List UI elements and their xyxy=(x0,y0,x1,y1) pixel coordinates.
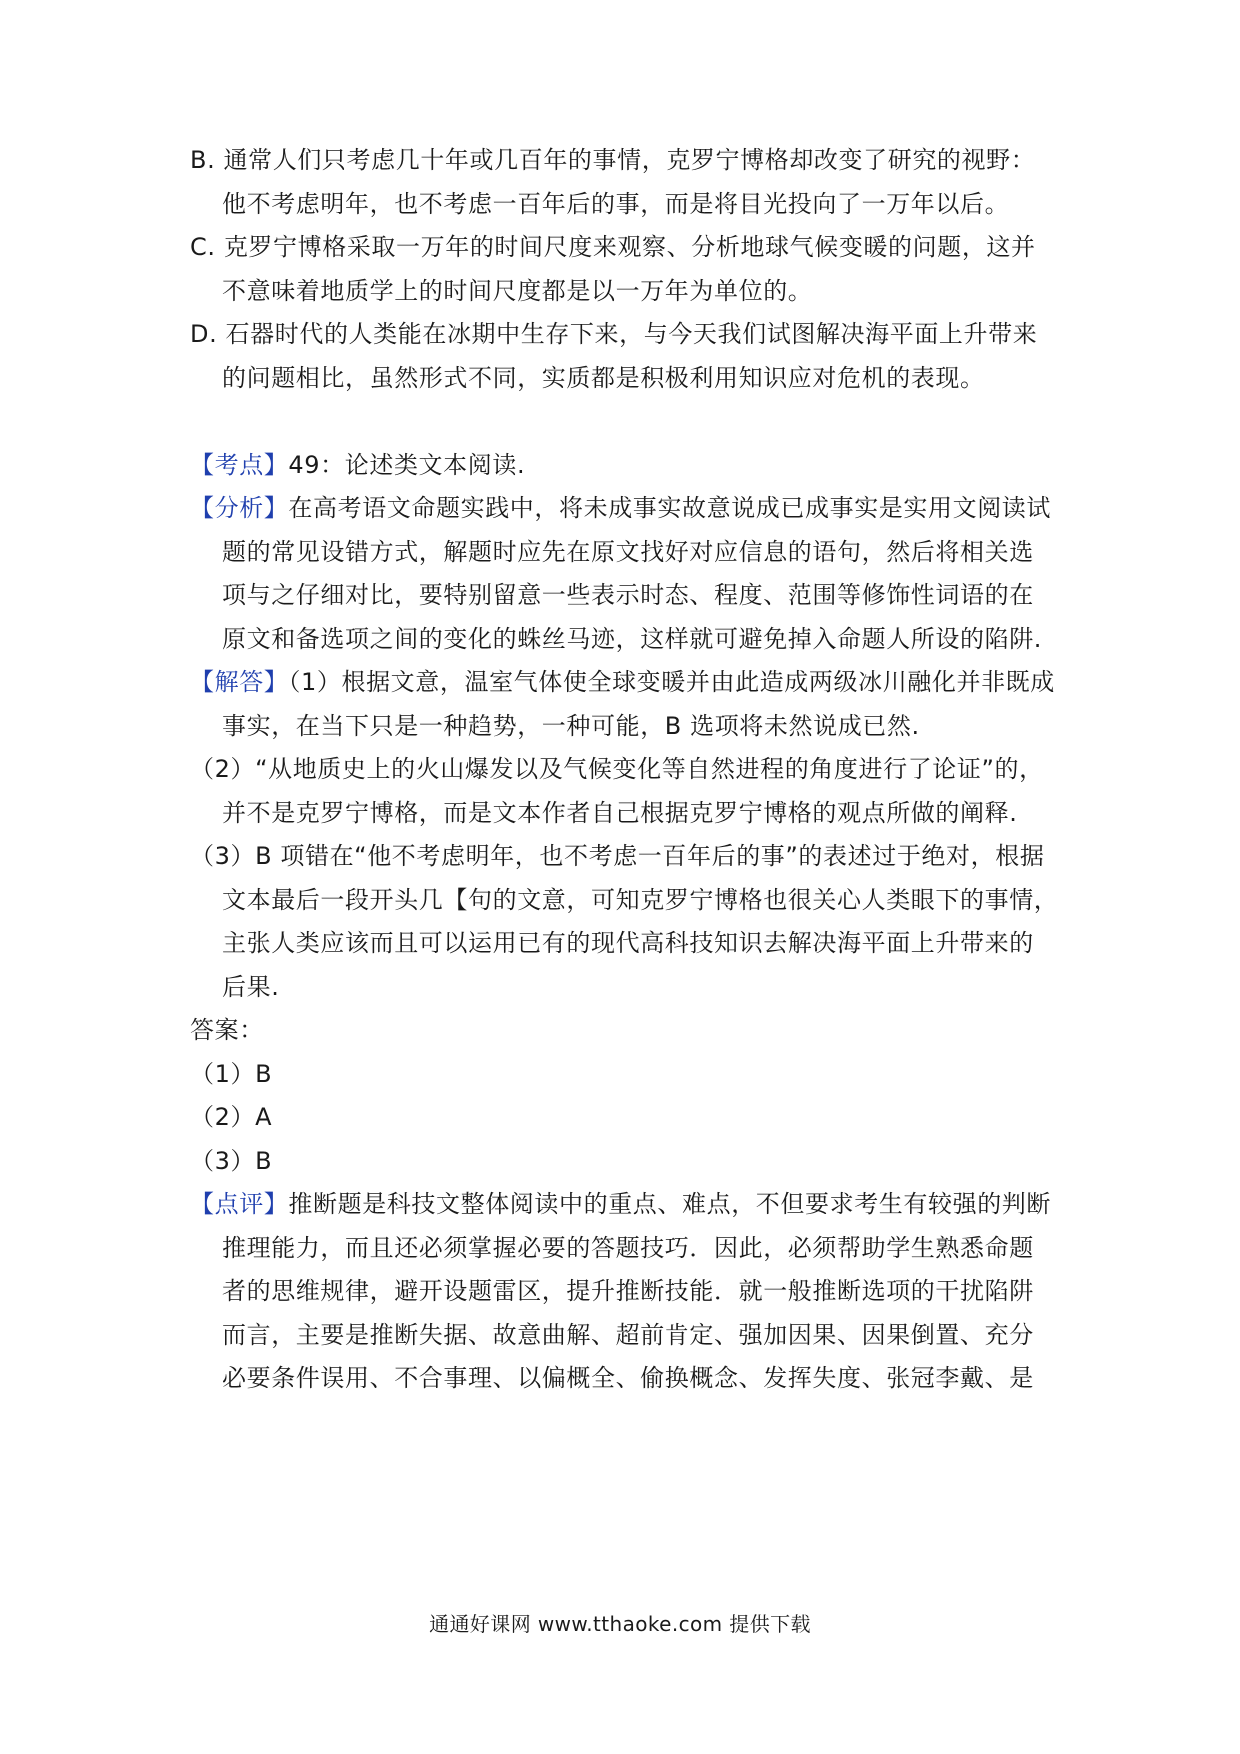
answer-item-3: （3）B xyxy=(190,1147,273,1175)
kaodian-tag: 【考点】 xyxy=(190,451,289,479)
option-c-line-1: C. 克罗宁博格采取一万年的时间尺度来观察、分析地球气候变暖的问题，这并 xyxy=(190,233,1036,261)
jieda-line-7: 主张人类应该而且可以运用已有的现代高科技知识去解决海平面上升带来的 xyxy=(222,929,1034,957)
dianping-tag: 【点评】 xyxy=(190,1190,289,1218)
dianping-line-3: 者的思维规律，避开设题雷区，提升推断技能．就一般推断选项的干扰陷阱 xyxy=(222,1277,1034,1305)
jieda-tag: 【解答】 xyxy=(190,668,289,696)
answer-label: 答案： xyxy=(190,1016,264,1044)
fenxi-line-4: 原文和备选项之间的变化的蛛丝马迹，这样就可避免掉入命题人所设的陷阱. xyxy=(222,625,1043,653)
dianping-line-2: 推理能力，而且还必须掌握必要的答题技巧．因此，必须帮助学生熟悉命题 xyxy=(222,1234,1034,1262)
answer-item-2: （2）A xyxy=(190,1103,273,1131)
fenxi-line-2: 题的常见设错方式，解题时应先在原文找好对应信息的语句，然后将相关选 xyxy=(222,538,1034,566)
answer-item-1: （1）B xyxy=(190,1060,273,1088)
fenxi-text-1: 在高考语文命题实践中，将未成事实故意说成已成事实是实用文阅读试 xyxy=(288,494,1052,522)
fenxi-line-1 xyxy=(190,491,1051,525)
kaodian-text: 49：论述类文本阅读. xyxy=(288,451,526,479)
dianping-text-1: 推断题是科技文整体阅读中的重点、难点，不但要求考生有较强的判断 xyxy=(288,1190,1052,1218)
option-d-line-1: D. 石器时代的人类能在冰期中生存下来，与今天我们试图解决海平面上升带来 xyxy=(190,320,1038,348)
jieda-line-1 xyxy=(190,665,1055,699)
option-c-line-2: 不意味着地质学上的时间尺度都是以一万年为单位的。 xyxy=(222,277,813,305)
jieda-line-4: 并不是克罗宁博格，而是文本作者自己根据克罗宁博格的观点所做的阐释. xyxy=(222,799,1018,827)
jieda-text-1: （1）根据文意，温室气体使全球变暖并由此造成两级冰川融化并非既成 xyxy=(288,668,1055,696)
option-d-line-2: 的问题相比，虽然形式不同，实质都是积极利用知识应对危机的表现。 xyxy=(222,364,985,392)
jieda-line-3: （2）“从地质史上的火山爆发以及气候变化等自然进程的角度进行了论证”的， xyxy=(190,755,1044,783)
dianping-line-4: 而言，主要是推断失据、故意曲解、超前肯定、强加因果、因果倒置、充分 xyxy=(222,1321,1034,1349)
fenxi-line-3: 项与之仔细对比，要特别留意一些表示时态、程度、范围等修饰性词语的在 xyxy=(222,581,1034,609)
option-b-line-2: 他不考虑明年，也不考虑一百年后的事，而是将目光投向了一万年以后。 xyxy=(222,190,1010,218)
jieda-line-2: 事实，在当下只是一种趋势，一种可能，B 选项将未然说成已然. xyxy=(222,712,920,740)
page-footer: 通通好课网 www.tthaoke.com 提供下载 xyxy=(429,1612,811,1636)
jieda-line-5: （3）B 项错在“他不考虑明年，也不考虑一百年后的事”的表述过于绝对，根据 xyxy=(190,842,1045,870)
jieda-line-8: 后果. xyxy=(222,973,280,1001)
option-b-line-1: B. 通常人们只考虑几十年或几百年的事情，克罗宁博格却改变了研究的视野： xyxy=(190,146,1036,174)
jieda-line-6: 文本最后一段开头几【句的文意，可知克罗宁博格也很关心人类眼下的事情， xyxy=(222,886,1059,914)
fenxi-tag: 【分析】 xyxy=(190,494,289,522)
kaodian-line xyxy=(190,448,525,482)
dianping-line-1 xyxy=(190,1187,1051,1221)
dianping-line-5: 必要条件误用、不合事理、以偏概全、偷换概念、发挥失度、张冠李戴、是 xyxy=(222,1364,1034,1392)
